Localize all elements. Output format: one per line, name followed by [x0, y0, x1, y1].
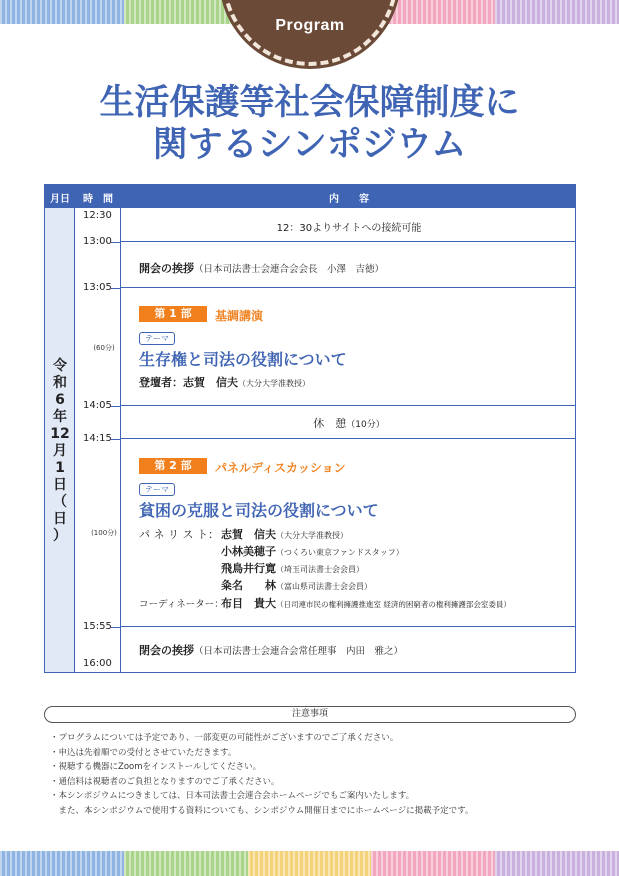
note-item: また、本シンポジウムで使用する資料についても、シンポジウム開催日までにホームページに掲載予定です。: [50, 805, 474, 816]
part2-label: 第 2 部: [139, 458, 207, 474]
time-label: 13:00: [83, 236, 112, 247]
stripe-segment: [495, 0, 619, 24]
panelist-item: 志賀 信夫（大分大学准教授）: [221, 528, 348, 541]
closing-detail: （日本司法書士会連合会常任理事 内田 雅之）: [194, 646, 404, 657]
program-label: Program: [275, 17, 345, 34]
connect-note: 12：30よりサイトへの接続可能: [276, 223, 422, 234]
header-date: 月日: [50, 194, 70, 205]
note-item: ・通信料は視聴者のご負担となりますのでご了承ください。: [50, 776, 280, 787]
part2-theme: 貧困の克服と司法の役割について: [139, 501, 379, 520]
panelist-item: 飛鳥井行寛（埼玉司法書士会会員）: [221, 562, 364, 575]
stripe-segment: [248, 851, 372, 876]
panelists-label: パ ネ リ ス ト：: [139, 528, 219, 541]
part1-label: 第 1 部: [139, 306, 207, 322]
stripe-segment: [0, 0, 124, 24]
event-date: 令 和 6 年 12 月 1 日 （ 日 ）: [50, 358, 70, 544]
coordinator-affiliation: （日司連市民の権利擁護推進室 経済的困窮者の権利擁護部会室委員）: [276, 600, 511, 609]
time-label: 14:15: [83, 433, 112, 444]
time-tick: [111, 627, 121, 628]
part1-title: 基調講演: [215, 309, 264, 323]
row-divider: [121, 241, 575, 242]
stripe-segment: [0, 851, 124, 876]
notes-heading: 注意事項: [44, 706, 576, 723]
table-header: [45, 185, 575, 208]
note-item: ・プログラムについては予定であり、一部変更の可能性がございますのでご了承ください。: [50, 733, 399, 743]
time-label: 12:30: [83, 210, 112, 221]
break-label: 休 憩: [313, 417, 347, 430]
part2-title: パネルディスカッション: [215, 461, 346, 475]
schedule-table: [44, 184, 576, 673]
duration-part1: (60分): [93, 344, 115, 352]
note-item: ・申込は先着順での受付とさせていただきます。: [50, 747, 237, 758]
time-tick: [111, 439, 121, 440]
time-tick: [111, 242, 121, 243]
panelist-item: 粂名 林（富山県司法書士会会員）: [221, 579, 372, 592]
page-title-line2: 関するシンポジウム: [152, 125, 467, 165]
row-divider: [121, 405, 575, 406]
closing-label: 閉会の挨拶: [139, 644, 194, 657]
stripe-segment: [495, 851, 619, 876]
speaker-row: [139, 374, 310, 390]
time-tick: [111, 406, 121, 407]
stripe-segment: [124, 851, 248, 876]
break-detail: （10分）: [346, 420, 385, 430]
row-divider: [121, 438, 575, 439]
coordinator-label: コーディネーター：: [139, 599, 224, 610]
part1-theme-tag: テーマ: [139, 332, 175, 345]
time-label: 14:05: [83, 400, 112, 411]
page-title-line1: 生活保護等社会保障制度に: [99, 83, 520, 123]
part1-theme: 生存権と司法の役割について: [139, 350, 347, 369]
break-row: [121, 415, 577, 431]
date-column: [45, 208, 75, 672]
time-label: 15:55: [83, 621, 112, 632]
header-time: 時 間: [83, 194, 113, 205]
row-divider: [121, 626, 575, 627]
speaker-label: 登壇者：志賀 信夫: [139, 376, 238, 389]
speaker-affiliation: （大分大学准教授）: [238, 379, 310, 388]
stripe-segment: [371, 851, 495, 876]
note-item: ・本シンポジウムにつきましては、日本司法書士会連合会ホームページでもご案内いたします。: [50, 791, 415, 801]
time-label: 13:05: [83, 282, 112, 293]
closing-row: [139, 642, 403, 658]
coordinator-row: [221, 595, 511, 611]
time-label: 16:00: [83, 658, 112, 669]
opening-detail: （日本司法書士会連合会会長 小澤 吉徳）: [194, 264, 385, 275]
opening-row: [139, 260, 384, 276]
panelist-item: 小林美穂子（つくろい東京ファンドスタッフ）: [221, 545, 404, 558]
time-tick: [111, 288, 121, 289]
opening-label: 開会の挨拶: [139, 262, 194, 275]
header-content: 内 容: [329, 194, 369, 205]
notes-list: [50, 731, 590, 818]
duration-part2: (100分): [91, 529, 117, 537]
note-item: ・視聴する機器にZoomをインストールしてください。: [50, 762, 262, 772]
part2-theme-tag: テーマ: [139, 483, 175, 496]
row-divider: [121, 287, 575, 288]
bottom-color-stripe: [0, 851, 619, 876]
coordinator-name: 布目 貴大: [221, 597, 276, 610]
